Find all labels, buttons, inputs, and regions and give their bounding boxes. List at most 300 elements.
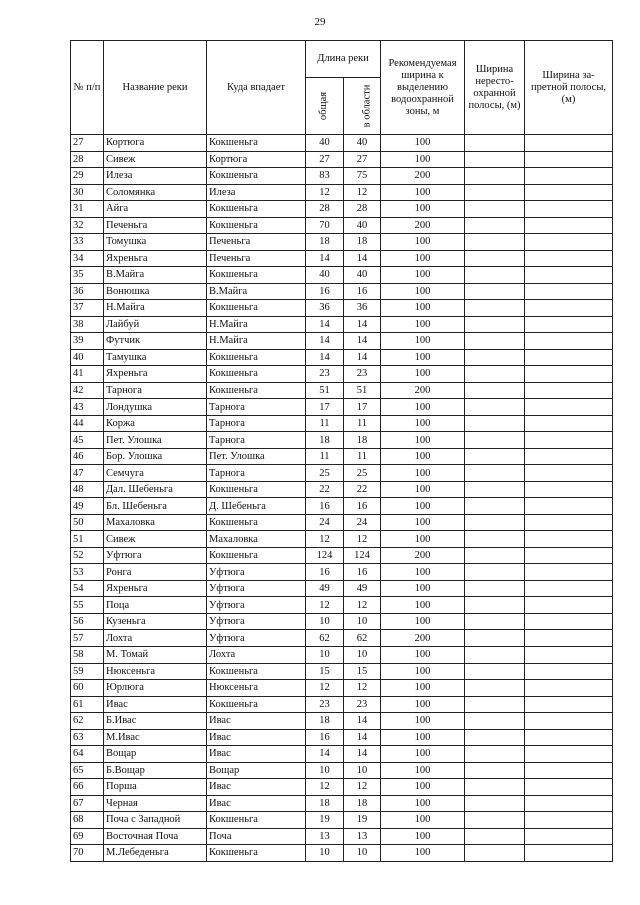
flows-into-cell: Тарнога bbox=[207, 415, 306, 432]
length-region-cell: 15 bbox=[344, 663, 381, 680]
forbidden-width-cell bbox=[525, 234, 613, 251]
table-row bbox=[71, 448, 613, 465]
river-name-cell: Пет. Улошка bbox=[104, 432, 207, 449]
forbidden-width-cell bbox=[525, 613, 613, 630]
length-total-cell: 24 bbox=[306, 514, 344, 531]
river-name-cell: Н.Майга bbox=[104, 300, 207, 317]
length-total-cell: 16 bbox=[306, 564, 344, 581]
nonspawning-width-cell bbox=[465, 234, 525, 251]
length-total-cell: 22 bbox=[306, 481, 344, 498]
nonspawning-width-cell bbox=[465, 201, 525, 218]
table-row bbox=[71, 713, 613, 730]
table-row bbox=[71, 267, 613, 284]
nonspawning-width-cell bbox=[465, 283, 525, 300]
nonspawning-width-cell bbox=[465, 646, 525, 663]
forbidden-width-cell bbox=[525, 646, 613, 663]
header-length-region-label: в области bbox=[361, 84, 373, 128]
forbidden-width-cell bbox=[525, 597, 613, 614]
nonspawning-width-cell bbox=[465, 498, 525, 515]
row-number-cell: 40 bbox=[71, 349, 104, 366]
table-row bbox=[71, 680, 613, 697]
length-region-cell: 12 bbox=[344, 680, 381, 697]
recommended-width-cell: 100 bbox=[381, 135, 465, 152]
table-row bbox=[71, 597, 613, 614]
river-name-cell: Семчуга bbox=[104, 465, 207, 482]
table-row bbox=[71, 630, 613, 647]
table-row bbox=[71, 729, 613, 746]
row-number-cell: 65 bbox=[71, 762, 104, 779]
river-name-cell: Ронга bbox=[104, 564, 207, 581]
flows-into-cell: Ивас bbox=[207, 713, 306, 730]
river-name-cell: Тарнога bbox=[104, 382, 207, 399]
recommended-width-cell: 100 bbox=[381, 531, 465, 548]
forbidden-width-cell bbox=[525, 465, 613, 482]
nonspawning-width-cell bbox=[465, 168, 525, 185]
recommended-width-cell: 100 bbox=[381, 696, 465, 713]
table-row bbox=[71, 217, 613, 234]
table-row bbox=[71, 779, 613, 796]
length-total-cell: 19 bbox=[306, 812, 344, 829]
nonspawning-width-cell bbox=[465, 465, 525, 482]
nonspawning-width-cell bbox=[465, 267, 525, 284]
length-total-cell: 12 bbox=[306, 184, 344, 201]
length-region-cell: 23 bbox=[344, 696, 381, 713]
length-region-cell: 23 bbox=[344, 366, 381, 383]
recommended-width-cell: 100 bbox=[381, 184, 465, 201]
forbidden-width-cell bbox=[525, 300, 613, 317]
header-recommended-width: Рекомендуемая ширина к выделению водоохранной зоны, м bbox=[381, 41, 465, 135]
flows-into-cell: Кокшеньга bbox=[207, 481, 306, 498]
recommended-width-cell: 100 bbox=[381, 597, 465, 614]
river-name-cell: Вонюшка bbox=[104, 283, 207, 300]
recommended-width-cell: 200 bbox=[381, 547, 465, 564]
length-region-cell: 14 bbox=[344, 746, 381, 763]
forbidden-width-cell bbox=[525, 680, 613, 697]
length-total-cell: 18 bbox=[306, 432, 344, 449]
nonspawning-width-cell bbox=[465, 217, 525, 234]
length-region-cell: 18 bbox=[344, 432, 381, 449]
river-name-cell: Тамушка bbox=[104, 349, 207, 366]
table-row bbox=[71, 481, 613, 498]
recommended-width-cell: 100 bbox=[381, 729, 465, 746]
length-total-cell: 49 bbox=[306, 580, 344, 597]
recommended-width-cell: 100 bbox=[381, 713, 465, 730]
header-nonspawning-width: Ширина нерестоохранной полосы, (м) bbox=[465, 41, 525, 135]
flows-into-cell: Нюксеньга bbox=[207, 680, 306, 697]
nonspawning-width-cell bbox=[465, 300, 525, 317]
flows-into-cell: В.Майга bbox=[207, 283, 306, 300]
forbidden-width-cell bbox=[525, 316, 613, 333]
table-row bbox=[71, 250, 613, 267]
river-name-cell: Илеза bbox=[104, 168, 207, 185]
nonspawning-width-cell bbox=[465, 828, 525, 845]
row-number-cell: 54 bbox=[71, 580, 104, 597]
table-row bbox=[71, 498, 613, 515]
forbidden-width-cell bbox=[525, 168, 613, 185]
nonspawning-width-cell bbox=[465, 547, 525, 564]
length-region-cell: 75 bbox=[344, 168, 381, 185]
river-name-cell: Уфтюга bbox=[104, 547, 207, 564]
recommended-width-cell: 200 bbox=[381, 168, 465, 185]
flows-into-cell: Ивас bbox=[207, 746, 306, 763]
river-name-cell: Футчик bbox=[104, 333, 207, 350]
flows-into-cell: Кокшеньга bbox=[207, 547, 306, 564]
forbidden-width-cell bbox=[525, 729, 613, 746]
length-region-cell: 19 bbox=[344, 812, 381, 829]
length-total-cell: 124 bbox=[306, 547, 344, 564]
forbidden-width-cell bbox=[525, 779, 613, 796]
length-region-cell: 40 bbox=[344, 135, 381, 152]
river-name-cell: Соломянка bbox=[104, 184, 207, 201]
table-row bbox=[71, 845, 613, 862]
length-region-cell: 14 bbox=[344, 729, 381, 746]
nonspawning-width-cell bbox=[465, 531, 525, 548]
table-row bbox=[71, 349, 613, 366]
row-number-cell: 49 bbox=[71, 498, 104, 515]
river-name-cell: Айга bbox=[104, 201, 207, 218]
page-number: 29 bbox=[314, 16, 326, 28]
table-row bbox=[71, 168, 613, 185]
length-region-cell: 16 bbox=[344, 498, 381, 515]
length-region-cell: 18 bbox=[344, 795, 381, 812]
flows-into-cell: Кокшеньга bbox=[207, 201, 306, 218]
river-name-cell: Махаловка bbox=[104, 514, 207, 531]
length-region-cell: 17 bbox=[344, 399, 381, 416]
river-name-cell: Поча с Западной bbox=[104, 812, 207, 829]
forbidden-width-cell bbox=[525, 514, 613, 531]
nonspawning-width-cell bbox=[465, 415, 525, 432]
river-name-cell: Восточная Поча bbox=[104, 828, 207, 845]
flows-into-cell: Кокшеньга bbox=[207, 812, 306, 829]
length-region-cell: 16 bbox=[344, 283, 381, 300]
row-number-cell: 33 bbox=[71, 234, 104, 251]
recommended-width-cell: 100 bbox=[381, 746, 465, 763]
forbidden-width-cell bbox=[525, 713, 613, 730]
flows-into-cell: Кокшеньга bbox=[207, 663, 306, 680]
length-region-cell: 14 bbox=[344, 250, 381, 267]
length-region-cell: 27 bbox=[344, 151, 381, 168]
nonspawning-width-cell bbox=[465, 382, 525, 399]
table-row bbox=[71, 564, 613, 581]
recommended-width-cell: 100 bbox=[381, 795, 465, 812]
river-name-cell: Б.Ивас bbox=[104, 713, 207, 730]
length-total-cell: 23 bbox=[306, 366, 344, 383]
nonspawning-width-cell bbox=[465, 399, 525, 416]
forbidden-width-cell bbox=[525, 845, 613, 862]
river-name-cell: Печеньга bbox=[104, 217, 207, 234]
length-region-cell: 18 bbox=[344, 234, 381, 251]
river-name-cell: Черная bbox=[104, 795, 207, 812]
length-total-cell: 12 bbox=[306, 680, 344, 697]
length-total-cell: 23 bbox=[306, 696, 344, 713]
forbidden-width-cell bbox=[525, 481, 613, 498]
nonspawning-width-cell bbox=[465, 135, 525, 152]
length-region-cell: 62 bbox=[344, 630, 381, 647]
length-region-cell: 40 bbox=[344, 267, 381, 284]
length-region-cell: 14 bbox=[344, 349, 381, 366]
rivers-table bbox=[70, 40, 613, 862]
header-length-group: Длина реки bbox=[306, 41, 381, 78]
forbidden-width-cell bbox=[525, 746, 613, 763]
length-region-cell: 10 bbox=[344, 646, 381, 663]
river-name-cell: Вощар bbox=[104, 746, 207, 763]
row-number-cell: 62 bbox=[71, 713, 104, 730]
forbidden-width-cell bbox=[525, 283, 613, 300]
row-number-cell: 60 bbox=[71, 680, 104, 697]
recommended-width-cell: 100 bbox=[381, 845, 465, 862]
header-length-region bbox=[344, 78, 381, 135]
row-number-cell: 34 bbox=[71, 250, 104, 267]
flows-into-cell: Ивас bbox=[207, 795, 306, 812]
flows-into-cell: Кокшеньга bbox=[207, 135, 306, 152]
forbidden-width-cell bbox=[525, 762, 613, 779]
length-total-cell: 14 bbox=[306, 316, 344, 333]
recommended-width-cell: 100 bbox=[381, 646, 465, 663]
length-region-cell: 12 bbox=[344, 184, 381, 201]
length-total-cell: 14 bbox=[306, 333, 344, 350]
nonspawning-width-cell bbox=[465, 746, 525, 763]
recommended-width-cell: 100 bbox=[381, 267, 465, 284]
row-number-cell: 46 bbox=[71, 448, 104, 465]
forbidden-width-cell bbox=[525, 696, 613, 713]
flows-into-cell: Махаловка bbox=[207, 531, 306, 548]
forbidden-width-cell bbox=[525, 415, 613, 432]
forbidden-width-cell bbox=[525, 217, 613, 234]
nonspawning-width-cell bbox=[465, 779, 525, 796]
recommended-width-cell: 100 bbox=[381, 349, 465, 366]
length-region-cell: 12 bbox=[344, 779, 381, 796]
length-total-cell: 40 bbox=[306, 267, 344, 284]
row-number-cell: 52 bbox=[71, 547, 104, 564]
length-region-cell: 12 bbox=[344, 597, 381, 614]
length-total-cell: 14 bbox=[306, 250, 344, 267]
row-number-cell: 56 bbox=[71, 613, 104, 630]
recommended-width-cell: 200 bbox=[381, 630, 465, 647]
recommended-width-cell: 100 bbox=[381, 680, 465, 697]
river-name-cell: Коржа bbox=[104, 415, 207, 432]
river-name-cell: Б.Вощар bbox=[104, 762, 207, 779]
row-number-cell: 32 bbox=[71, 217, 104, 234]
length-region-cell: 51 bbox=[344, 382, 381, 399]
river-name-cell: М.Лебеденьга bbox=[104, 845, 207, 862]
row-number-cell: 38 bbox=[71, 316, 104, 333]
recommended-width-cell: 100 bbox=[381, 151, 465, 168]
row-number-cell: 37 bbox=[71, 300, 104, 317]
recommended-width-cell: 100 bbox=[381, 300, 465, 317]
row-number-cell: 59 bbox=[71, 663, 104, 680]
header-length-total-label: общая bbox=[318, 91, 330, 121]
flows-into-cell: Печеньга bbox=[207, 250, 306, 267]
river-name-cell: Порша bbox=[104, 779, 207, 796]
forbidden-width-cell bbox=[525, 349, 613, 366]
length-total-cell: 11 bbox=[306, 448, 344, 465]
recommended-width-cell: 100 bbox=[381, 498, 465, 515]
length-region-cell: 14 bbox=[344, 713, 381, 730]
length-region-cell: 16 bbox=[344, 564, 381, 581]
row-number-cell: 35 bbox=[71, 267, 104, 284]
length-region-cell: 10 bbox=[344, 845, 381, 862]
river-name-cell: Юрлюга bbox=[104, 680, 207, 697]
nonspawning-width-cell bbox=[465, 333, 525, 350]
flows-into-cell: Печеньга bbox=[207, 234, 306, 251]
length-total-cell: 12 bbox=[306, 779, 344, 796]
flows-into-cell: Кокшеньга bbox=[207, 217, 306, 234]
table-row bbox=[71, 333, 613, 350]
length-total-cell: 14 bbox=[306, 349, 344, 366]
length-region-cell: 11 bbox=[344, 448, 381, 465]
length-total-cell: 18 bbox=[306, 713, 344, 730]
length-region-cell: 11 bbox=[344, 415, 381, 432]
flows-into-cell: Лохта bbox=[207, 646, 306, 663]
row-number-cell: 57 bbox=[71, 630, 104, 647]
table-row bbox=[71, 812, 613, 829]
row-number-cell: 31 bbox=[71, 201, 104, 218]
flows-into-cell: Кокшеньга bbox=[207, 696, 306, 713]
nonspawning-width-cell bbox=[465, 795, 525, 812]
length-region-cell: 28 bbox=[344, 201, 381, 218]
nonspawning-width-cell bbox=[465, 250, 525, 267]
row-number-cell: 36 bbox=[71, 283, 104, 300]
forbidden-width-cell bbox=[525, 531, 613, 548]
nonspawning-width-cell bbox=[465, 713, 525, 730]
length-total-cell: 62 bbox=[306, 630, 344, 647]
row-number-cell: 47 bbox=[71, 465, 104, 482]
row-number-cell: 53 bbox=[71, 564, 104, 581]
nonspawning-width-cell bbox=[465, 680, 525, 697]
length-total-cell: 16 bbox=[306, 498, 344, 515]
river-name-cell: Бл. Шебеньга bbox=[104, 498, 207, 515]
river-name-cell: Бор. Улошка bbox=[104, 448, 207, 465]
forbidden-width-cell bbox=[525, 812, 613, 829]
river-name-cell: Нюксеньга bbox=[104, 663, 207, 680]
row-number-cell: 63 bbox=[71, 729, 104, 746]
recommended-width-cell: 100 bbox=[381, 812, 465, 829]
nonspawning-width-cell bbox=[465, 663, 525, 680]
nonspawning-width-cell bbox=[465, 845, 525, 862]
table-row bbox=[71, 201, 613, 218]
flows-into-cell: Уфтюга bbox=[207, 564, 306, 581]
header-length-total bbox=[306, 78, 344, 135]
header-num: № п/п bbox=[71, 41, 104, 135]
river-name-cell: Сивеж bbox=[104, 531, 207, 548]
nonspawning-width-cell bbox=[465, 184, 525, 201]
table-row bbox=[71, 283, 613, 300]
table-row bbox=[71, 234, 613, 251]
recommended-width-cell: 100 bbox=[381, 250, 465, 267]
table-row bbox=[71, 646, 613, 663]
recommended-width-cell: 100 bbox=[381, 564, 465, 581]
table-row bbox=[71, 580, 613, 597]
length-region-cell: 10 bbox=[344, 613, 381, 630]
length-total-cell: 17 bbox=[306, 399, 344, 416]
flows-into-cell: Кортюга bbox=[207, 151, 306, 168]
recommended-width-cell: 100 bbox=[381, 514, 465, 531]
nonspawning-width-cell bbox=[465, 696, 525, 713]
length-total-cell: 16 bbox=[306, 283, 344, 300]
length-total-cell: 40 bbox=[306, 135, 344, 152]
flows-into-cell: Уфтюга bbox=[207, 597, 306, 614]
length-region-cell: 13 bbox=[344, 828, 381, 845]
recommended-width-cell: 100 bbox=[381, 613, 465, 630]
nonspawning-width-cell bbox=[465, 481, 525, 498]
header-forbidden-width: Ширина запретной полосы, (м) bbox=[525, 41, 613, 135]
length-total-cell: 10 bbox=[306, 845, 344, 862]
forbidden-width-cell bbox=[525, 382, 613, 399]
row-number-cell: 39 bbox=[71, 333, 104, 350]
length-total-cell: 83 bbox=[306, 168, 344, 185]
length-region-cell: 124 bbox=[344, 547, 381, 564]
forbidden-width-cell bbox=[525, 663, 613, 680]
recommended-width-cell: 100 bbox=[381, 779, 465, 796]
forbidden-width-cell bbox=[525, 547, 613, 564]
row-number-cell: 69 bbox=[71, 828, 104, 845]
recommended-width-cell: 100 bbox=[381, 399, 465, 416]
nonspawning-width-cell bbox=[465, 812, 525, 829]
length-region-cell: 25 bbox=[344, 465, 381, 482]
nonspawning-width-cell bbox=[465, 448, 525, 465]
row-number-cell: 58 bbox=[71, 646, 104, 663]
recommended-width-cell: 100 bbox=[381, 201, 465, 218]
river-name-cell: М. Томай bbox=[104, 646, 207, 663]
flows-into-cell: Тарнога bbox=[207, 432, 306, 449]
flows-into-cell: Кокшеньга bbox=[207, 514, 306, 531]
row-number-cell: 55 bbox=[71, 597, 104, 614]
river-name-cell: Сивеж bbox=[104, 151, 207, 168]
length-total-cell: 18 bbox=[306, 795, 344, 812]
flows-into-cell: Ивас bbox=[207, 729, 306, 746]
row-number-cell: 41 bbox=[71, 366, 104, 383]
forbidden-width-cell bbox=[525, 432, 613, 449]
row-number-cell: 44 bbox=[71, 415, 104, 432]
length-region-cell: 10 bbox=[344, 762, 381, 779]
row-number-cell: 66 bbox=[71, 779, 104, 796]
length-total-cell: 27 bbox=[306, 151, 344, 168]
forbidden-width-cell bbox=[525, 828, 613, 845]
forbidden-width-cell bbox=[525, 366, 613, 383]
flows-into-cell: Кокшеньга bbox=[207, 168, 306, 185]
table-row bbox=[71, 316, 613, 333]
table-row bbox=[71, 746, 613, 763]
length-total-cell: 13 bbox=[306, 828, 344, 845]
table-row bbox=[71, 531, 613, 548]
flows-into-cell: Пет. Улошка bbox=[207, 448, 306, 465]
recommended-width-cell: 100 bbox=[381, 663, 465, 680]
river-name-cell: Кузеньга bbox=[104, 613, 207, 630]
river-name-cell: Ивас bbox=[104, 696, 207, 713]
row-number-cell: 29 bbox=[71, 168, 104, 185]
recommended-width-cell: 100 bbox=[381, 316, 465, 333]
nonspawning-width-cell bbox=[465, 564, 525, 581]
table-row bbox=[71, 465, 613, 482]
length-region-cell: 49 bbox=[344, 580, 381, 597]
flows-into-cell: Поча bbox=[207, 828, 306, 845]
length-total-cell: 10 bbox=[306, 646, 344, 663]
header-river-name: Название реки bbox=[104, 41, 207, 135]
table-row bbox=[71, 151, 613, 168]
length-total-cell: 14 bbox=[306, 746, 344, 763]
table-row bbox=[71, 613, 613, 630]
nonspawning-width-cell bbox=[465, 316, 525, 333]
row-number-cell: 67 bbox=[71, 795, 104, 812]
nonspawning-width-cell bbox=[465, 432, 525, 449]
table-row bbox=[71, 432, 613, 449]
length-region-cell: 14 bbox=[344, 316, 381, 333]
length-total-cell: 28 bbox=[306, 201, 344, 218]
length-region-cell: 12 bbox=[344, 531, 381, 548]
recommended-width-cell: 100 bbox=[381, 448, 465, 465]
row-number-cell: 64 bbox=[71, 746, 104, 763]
river-name-cell: В.Майга bbox=[104, 267, 207, 284]
